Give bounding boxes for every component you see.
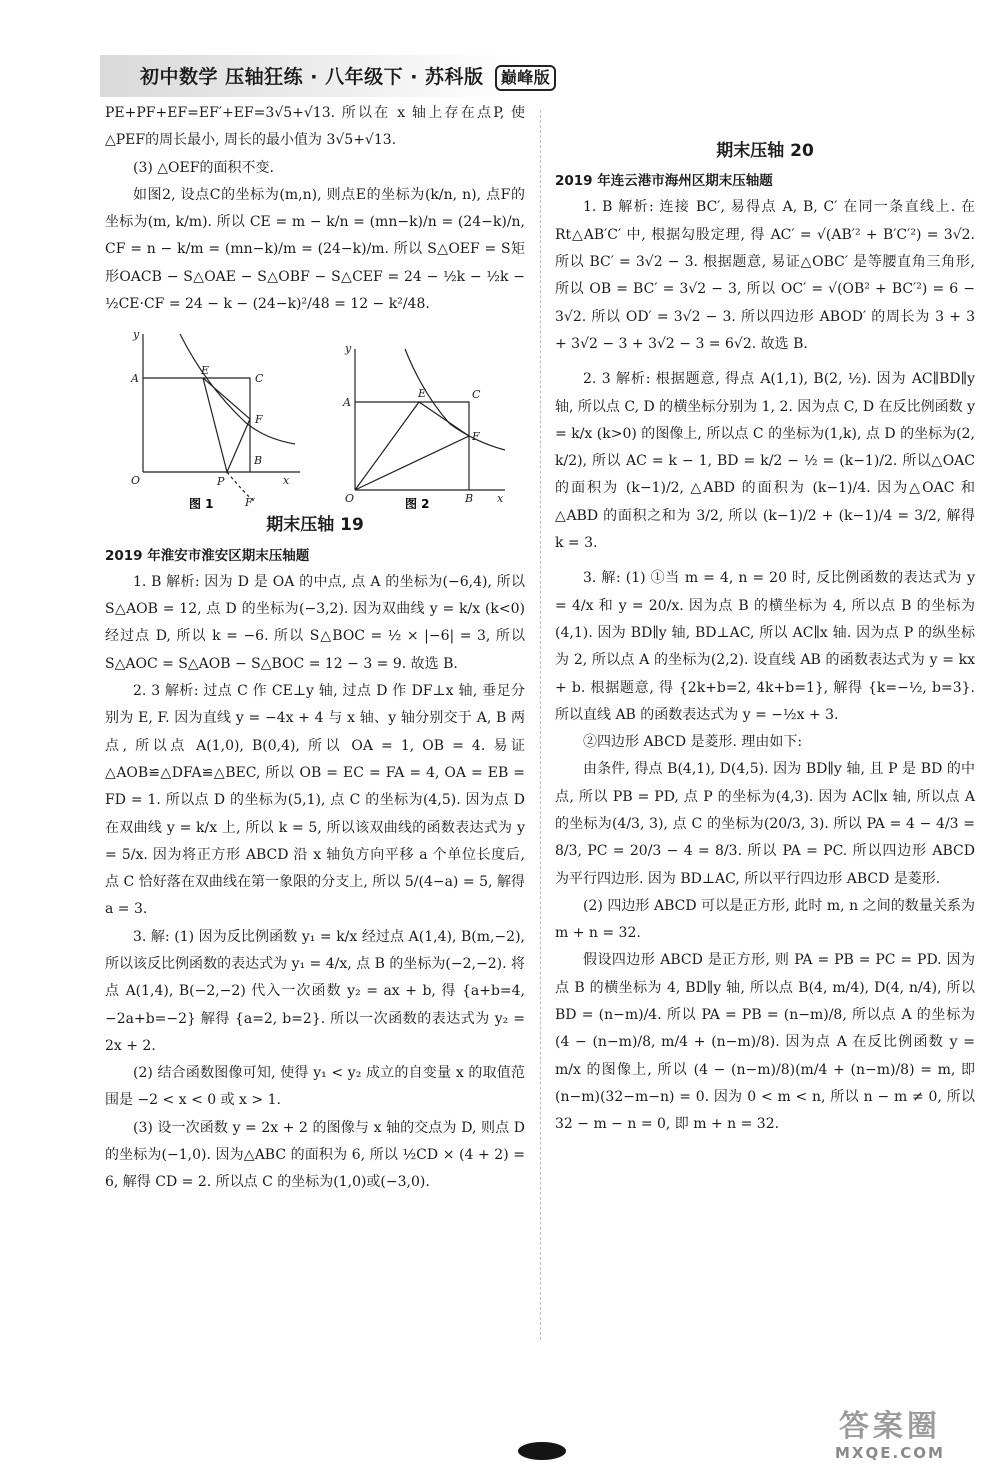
q20-3b: ②四边形 ABCD 是菱形. 理由如下:: [583, 734, 803, 751]
book-grade: · 八年级下 · 苏科版: [310, 66, 484, 88]
fig1-label-p: P: [217, 475, 225, 489]
watermark: [835, 1410, 945, 1462]
section-19-title: 期末压轴 19: [266, 515, 364, 536]
fig1-label-x: x: [283, 474, 290, 488]
fig1-rectangle: [143, 378, 250, 472]
fig2-label-c: C: [472, 388, 481, 402]
q20-3e: 假设四边形 ABCD 是正方形, 则 PA = PB = PC = PD. 因为点 B 的横坐标为 4, BD∥y 轴, 所以点 B(4, m/4), D(4, n/4), 所以 BD = (n−m)/4. 所以 PA = PB = (n−m)/8, 所以点 A 的坐标为 (4 − (n−m)/8, m/4 + (n−m)/8). 因为点 A 在反比例函数 y = m/x 的图像上, 所以 (4 − (n−m)/8)(m/4 + (n−m)/8) = m, 即 (n−m)(32−m−n) = 0. 因为 0 < m < n, 所以 n − m ≠ 0, 所以 32 − m − n = 0, 即 m + n = 32.: [555, 952, 975, 1133]
book-series: 压轴狂练: [225, 66, 304, 88]
q20-3d: (2) 四边形 ABCD 可以是正方形, 此时 m, n 之间的数量关系为 m + n = 32.: [555, 897, 975, 942]
answer-part-3: (3) △OEF的面积不变.: [133, 159, 274, 176]
fig2-rectangle: [355, 402, 469, 490]
fig1-label-e: E: [201, 364, 210, 378]
watermark-brand: 答案圈: [838, 1409, 941, 1444]
q19-1: 1. B 解析: 因为 D 是 OA 的中点, 点 A 的坐标为(−6,4), 所以 S△AOB = 12, 点 D 的坐标为(−3,2). 因为双曲线 y = k/x (k<0) 经过点 D, 所以 k = −6. 所以 S△BOC = ½ × |−6| = 3, 所以 S△AOC = S△AOB − S△BOC = 12 − 3 = 9. 故选 B.: [105, 573, 525, 672]
book-subject: 初中数学: [140, 66, 219, 88]
fig1-hyperbola: [180, 334, 295, 444]
q19-3c: (3) 设一次函数 y = 2x + 2 的图像与 x 轴的交点为 D, 则点 D 的坐标为(−1,0). 因为△ABC 的面积为 6, 所以 ½CD × (4 + 2) = 6, 解得 CD = 2. 所以点 C 的坐标为(1,0)或(−3,0).: [105, 1119, 525, 1191]
fig1-label-b: B: [254, 454, 263, 468]
q20-2: 2. 3 解析: 根据题意, 得点 A(1,1), B(2, ½). 因为 AC∥BD∥y 轴, 所以点 C, D 的横坐标分别为 1, 2. 因为点 C, D 在反比例函数 y = k/x (k>0) 的图像上, 所以点 C 的坐标为(1,k), 点 D 的坐标为(2, k/2), 所以 AC = k − 1, BD = k/2 − ½ = (k−1)/2. 所以△OAC 的面积为 (k−1)/2, △ABD 的面积为 (k−1)/4. 因为△OAC 和△ABD 的面积之和为 3/2, 所以 (k−1)/2 + (k−1)/4 = 3/2, 解得 k = 3.: [555, 371, 975, 552]
fig2-triangle-oef: [355, 402, 469, 490]
figures: [105, 324, 525, 509]
fig1-label-c: C: [255, 372, 264, 386]
q20-3c: 由条件, 得点 B(4,1), D(4,5). 因为 BD∥y 轴, 且 P 是 BD 的中点, 所以 PB = PD, 点 P 的坐标为(4,3). 因为 AC∥x 轴, 所以点 A 的坐标为(4/3, 3), 点 C 的坐标为(20/3, 3). 所以 PA = 4 − 4/3 = 8/3, PC = 20/3 − 4 = 8/3. 所以 PA = PC. 所以四边形 ABCD 为平行四边形. 因为 BD⊥AC, 所以平行四边形 ABCD 是菱形.: [555, 761, 975, 887]
left-column: [105, 100, 525, 1197]
fig1-label-fprime: F′: [245, 496, 256, 510]
fig2-label-x: x: [497, 492, 504, 506]
fig1-label-o: O: [131, 474, 141, 488]
fig2-label-f: F: [472, 430, 480, 444]
answer-continuation: PE+PF+EF=EF′+EF=3√5+√13. 所以在 x 轴上存在点P, 使△PEF的周长最小, 周长的最小值为 3√5+√13.: [105, 105, 525, 149]
column-divider: [540, 110, 541, 1340]
q19-3a: 3. 解: (1) 因为反比例函数 y₁ = k/x 经过点 A(1,4), B(m,−2), 所以该反比例函数的表达式为 y₁ = 4/x, 点 B 的坐标为(−2,−2). 将点 A(1,4), B(−2,−2) 代入一次函数 y₂ = ax + b, 得 {a+b=4, −2a+b=−2} 解得 {a=2, b=2}. 所以一次函数的表达式为 y₂ = 2x + 2.: [105, 928, 525, 1054]
section-20-title: 期末压轴 20: [716, 141, 814, 161]
page-number-badge: [518, 1442, 566, 1460]
fig1-triangle-pef: [203, 378, 250, 472]
q20-1: 1. B 解析: 连接 BC′, 易得点 A, B, C′ 在同一条直线上. 在 Rt△AB′C′ 中, 根据勾股定理, 得 AC′ = √(AB′² + B′C′²) = 3√2. 所以 BC′ = 3√2 − 3. 根据题意, 易证△OBC′ 是等腰直角三角形, 所以 OB = BC′ = 3√2 − 3, 所以 OC′ = √(OB² + BC′²) = 6 − 3√2. 所以 OD′ = 3√2 − 3. 所以四边形 ABOD′ 的周长为 3 + 3 + 3√2 − 3 + 3√2 − 3 = 6√2. 故选 B.: [555, 199, 975, 352]
fig2-label-a: A: [343, 396, 351, 410]
fig2-label-y: y: [345, 342, 352, 356]
fig1-label-y: y: [133, 328, 140, 342]
q19-2: 2. 3 解析: 过点 C 作 CE⊥y 轴, 过点 D 作 DF⊥x 轴, 垂足分别为 E, F. 因为直线 y = −4x + 4 与 x 轴、y 轴分别交于 A, B 两点, 所以点 A(1,0), B(0,4), 所以 OA = 1, OB = 4. 易证△AOB≌△DFA≌△BEC, 所以 OB = EC = FA = 4, OA = EB = FD = 1. 所以点 D 的坐标为(5,1), 点 C 的坐标为(4,5). 因为点 D 在双曲线 y = k/x 上, 所以 k = 5, 所以该双曲线的函数表达式为 y = 5/x. 因为将正方形 ABCD 沿 x 轴负方向平移 a 个单位长度后, 点 C 恰好落在双曲线在第一象限的分支上, 所以 5/(4−a) = 5, 解得 a = 3.: [105, 683, 525, 918]
figure-1-caption: 图 1: [189, 497, 214, 510]
edition-badge: 巅峰版: [495, 65, 557, 91]
q19-3b: (2) 结合函数图像可知, 使得 y₁ < y₂ 成立的自变量 x 的取值范围是 −2 < x < 0 或 x > 1.: [105, 1065, 525, 1109]
figure-2-caption: 图 2: [405, 497, 430, 510]
figure-2: [355, 349, 505, 490]
answer-part-3-detail: 如图2, 设点C的坐标为(m,n), 则点E的坐标为(k/n, n), 点F的坐标为(m, k/m). 所以 CE = m − k/n = (mn−k)/n = (24−k)/n, CF = n − k/m = (mn−k)/m = (24−k)/m. 所以 S△OEF = S矩形OACB − S△OAE − S△OBF − S△CEF = 24 − ½k − ½k − ½CE·CF = 24 − k − (24−k)²/48 = 12 − k²/48.: [105, 186, 525, 313]
section-19-source: 2019 年淮安市淮安区期末压轴题: [105, 547, 310, 564]
figures-svg: [105, 324, 525, 509]
q20-3a: 3. 解: (1) ①当 m = 4, n = 20 时, 反比例函数的表达式为 y = 4/x 和 y = 20/x. 因为点 B 的横坐标为 4, 所以点 B 的坐标为(4,1). 因为 BD∥y 轴, BD⊥AC, 所以 AC∥x 轴. 因为点 P 的纵坐标为 2, 所以点 A 的坐标为(2,2). 设直线 AB 的函数表达式为 y = kx + b. 根据题意, 得 {2k+b=2, 4k+b=1}, 解得 {k=−½, b=3}. 所以直线 AB 的函数表达式为 y = −½x + 3.: [555, 570, 975, 723]
fig2-label-o: O: [345, 492, 355, 506]
section-20-source: 2019 年连云港市海州区期末压轴题: [555, 173, 773, 190]
fig2-label-b: B: [465, 492, 474, 506]
fig1-label-f: F: [255, 413, 263, 427]
watermark-url: MXQE.COM: [835, 1444, 945, 1462]
fig2-label-e: E: [418, 387, 427, 401]
right-column: [555, 135, 975, 1139]
fig1-label-a: A: [131, 372, 139, 386]
running-header: [140, 62, 556, 91]
